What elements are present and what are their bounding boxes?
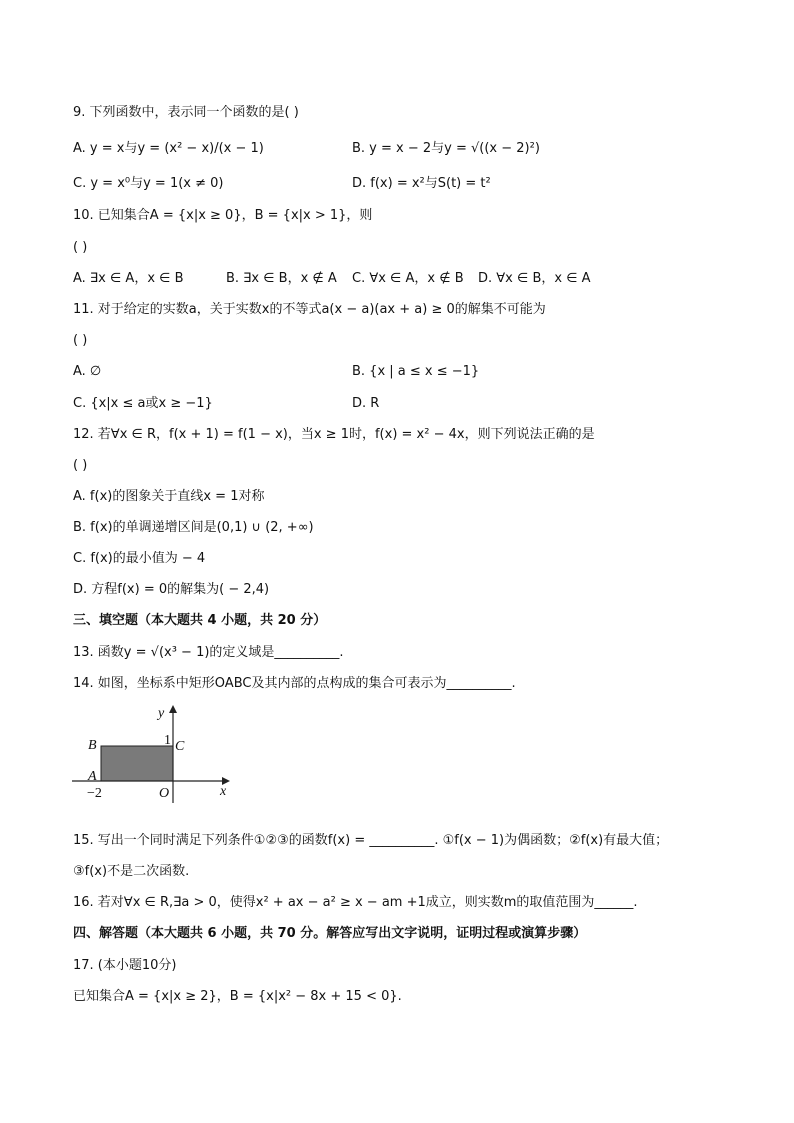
- section-3-heading: 三、填空题（本大题共 4 小题，共 20 分）: [73, 613, 327, 628]
- y-axis-arrow: [169, 705, 177, 713]
- section-4-heading: 四、解答题（本大题共 6 小题，共 70 分。解答应写出文字说明，证明过程或演算步骤）: [73, 926, 587, 941]
- label-one: 1: [164, 733, 171, 748]
- label-b: B: [88, 738, 97, 753]
- q10-paren: ( ): [73, 240, 88, 255]
- q9-option-c: C. y = x⁰与y = 1(x ≠ 0): [73, 176, 224, 191]
- q14-text: 14. 如图，坐标系中矩形OABC及其内部的点构成的集合可表示为__________.: [73, 676, 516, 691]
- q17-title: 17. (本小题10分): [73, 958, 177, 973]
- q10-option-b: B. ∃x ∈ B，x ∉ A: [226, 271, 337, 286]
- q15-line1: 15. 写出一个同时满足下列条件①②③的函数f(x) = __________. ①f(x − 1)为偶函数；②f(x)有最大值；: [73, 833, 669, 848]
- q12-option-d: D. 方程f(x) = 0的解集为( − 2,4): [73, 582, 270, 597]
- q15-line2: ③f(x)不是二次函数.: [73, 864, 190, 879]
- q12-option-b: B. f(x)的单调递增区间是(0,1) ∪ (2, +∞): [73, 520, 314, 535]
- q16-text: 16. 若对∀x ∈ R,∃a > 0，使得x² + ax − a² ≥ x − am +1成立，则实数m的取值范围为______.: [73, 895, 638, 910]
- label-c: C: [175, 739, 185, 754]
- q11-paren: ( ): [73, 333, 88, 348]
- q9-stem: 9. 下列函数中，表示同一个函数的是( ): [73, 105, 299, 120]
- q9-option-a: A. y = x与y = (x² − x)/(x − 1): [73, 141, 264, 156]
- q10-option-a: A. ∃x ∈ A，x ∈ B: [73, 271, 184, 286]
- label-a: A: [88, 769, 97, 784]
- q17-body: 已知集合A = {x|x ≥ 2}，B = {x|x² − 8x + 15 < 0}.: [73, 989, 402, 1004]
- q10-option-c: C. ∀x ∈ A，x ∉ B: [352, 271, 464, 286]
- rectangle-oabc: [101, 746, 173, 781]
- label-neg-two: −2: [87, 786, 102, 801]
- q11-option-b: B. {x | a ≤ x ≤ −1}: [352, 364, 480, 379]
- q12-paren: ( ): [73, 458, 88, 473]
- label-y: y: [158, 706, 165, 721]
- q11-option-a: A. ∅: [73, 364, 102, 379]
- q12-option-a: A. f(x)的图象关于直线x = 1对称: [73, 489, 265, 504]
- q12-option-c: C. f(x)的最小值为 − 4: [73, 551, 206, 566]
- coordinate-figure: [70, 700, 240, 805]
- label-o: O: [159, 786, 170, 801]
- label-x: x: [220, 784, 227, 799]
- q11-stem: 11. 对于给定的实数a，关于实数x的不等式a(x − a)(ax + a) ≥ 0的解集不可能为: [73, 302, 546, 317]
- q10-stem: 10. 已知集合A = {x|x ≥ 0}，B = {x|x > 1}，则: [73, 208, 373, 223]
- q10-option-d: D. ∀x ∈ B，x ∈ A: [478, 271, 591, 286]
- q11-option-d: D. R: [352, 396, 380, 411]
- q11-option-c: C. {x|x ≤ a或x ≥ −1}: [73, 396, 213, 411]
- q9-option-d: D. f(x) = x²与S(t) = t²: [352, 176, 491, 191]
- q9-option-b: B. y = x − 2与y = √((x − 2)²): [352, 141, 540, 156]
- q13-text: 13. 函数y = √(x³ − 1)的定义域是__________.: [73, 645, 344, 660]
- q12-stem: 12. 若∀x ∈ R，f(x + 1) = f(1 − x)，当x ≥ 1时，f(x) = x² − 4x，则下列说法正确的是: [73, 427, 595, 442]
